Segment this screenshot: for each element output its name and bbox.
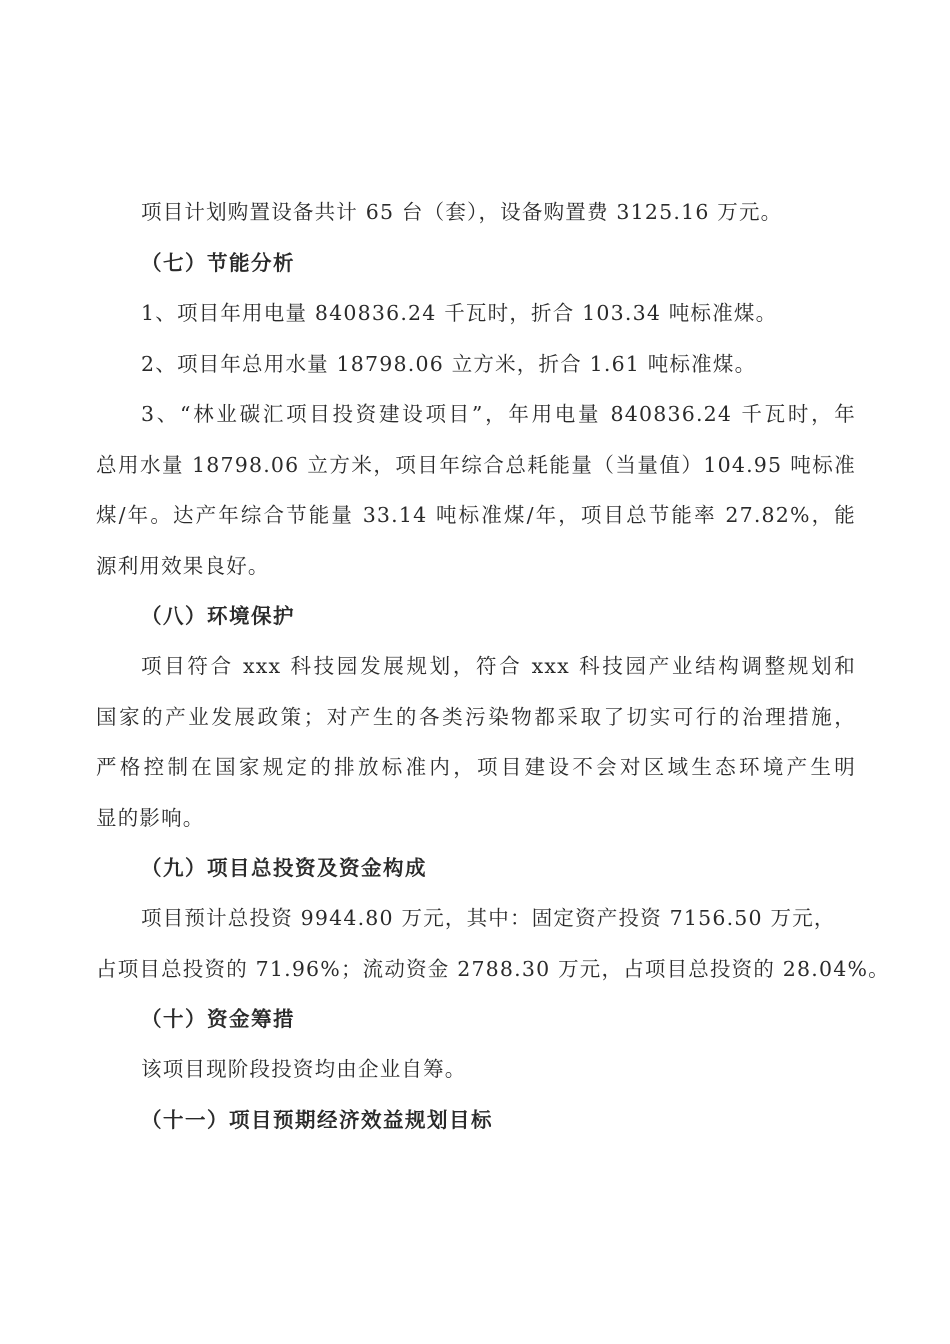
section-heading-environmental-protection: （八）环境保护	[141, 604, 295, 628]
paragraph-investment-line-1: 项目预计总投资 9944.80 万元，其中：固定资产投资 7156.50 万元，	[141, 906, 836, 930]
paragraph-environment-line-2: 国家的产业发展政策；对产生的各类污染物都采取了切实可行的治理措施，	[96, 705, 856, 729]
paragraph-equipment-purchase: 项目计划购置设备共计 65 台（套），设备购置费 3125.16 万元。	[141, 200, 783, 224]
paragraph-water-usage: 2、项目年总用水量 18798.06 立方米，折合 1.61 吨标准煤。	[141, 352, 757, 376]
paragraph-environment-line-1: 项目符合 xxx 科技园发展规划，符合 xxx 科技园产业结构调整规划和	[141, 654, 856, 678]
paragraph-energy-summary-line-3: 煤/年。达产年综合节能量 33.14 吨标准煤/年，项目总节能率 27.82%，能	[96, 503, 856, 527]
paragraph-environment-line-3: 严格控制在国家规定的排放标准内，项目建设不会对区域生态环境产生明	[96, 755, 856, 779]
section-heading-energy-analysis: （七）节能分析	[141, 251, 295, 275]
paragraph-investment-line-2: 占项目总投资的 71.96%；流动资金 2788.30 万元，占项目总投资的 28.04%。	[96, 957, 890, 981]
section-heading-total-investment: （九）项目总投资及资金构成	[141, 856, 427, 880]
paragraph-energy-summary-line-2: 总用水量 18798.06 立方米，项目年综合总耗能量（当量值）104.95 吨标准	[96, 453, 856, 477]
section-heading-economic-targets: （十一）项目预期经济效益规划目标	[141, 1108, 493, 1132]
section-heading-funding: （十）资金筹措	[141, 1007, 295, 1031]
paragraph-energy-summary-line-4: 源利用效果良好。	[96, 554, 270, 578]
paragraph-electricity-usage: 1、项目年用电量 840836.24 千瓦时，折合 103.34 吨标准煤。	[141, 301, 778, 325]
paragraph-energy-summary-line-1: 3、“林业碳汇项目投资建设项目”，年用电量 840836.24 千瓦时，年	[141, 402, 856, 426]
paragraph-funding: 该项目现阶段投资均由企业自筹。	[141, 1057, 467, 1081]
paragraph-environment-line-4: 显的影响。	[96, 806, 205, 830]
